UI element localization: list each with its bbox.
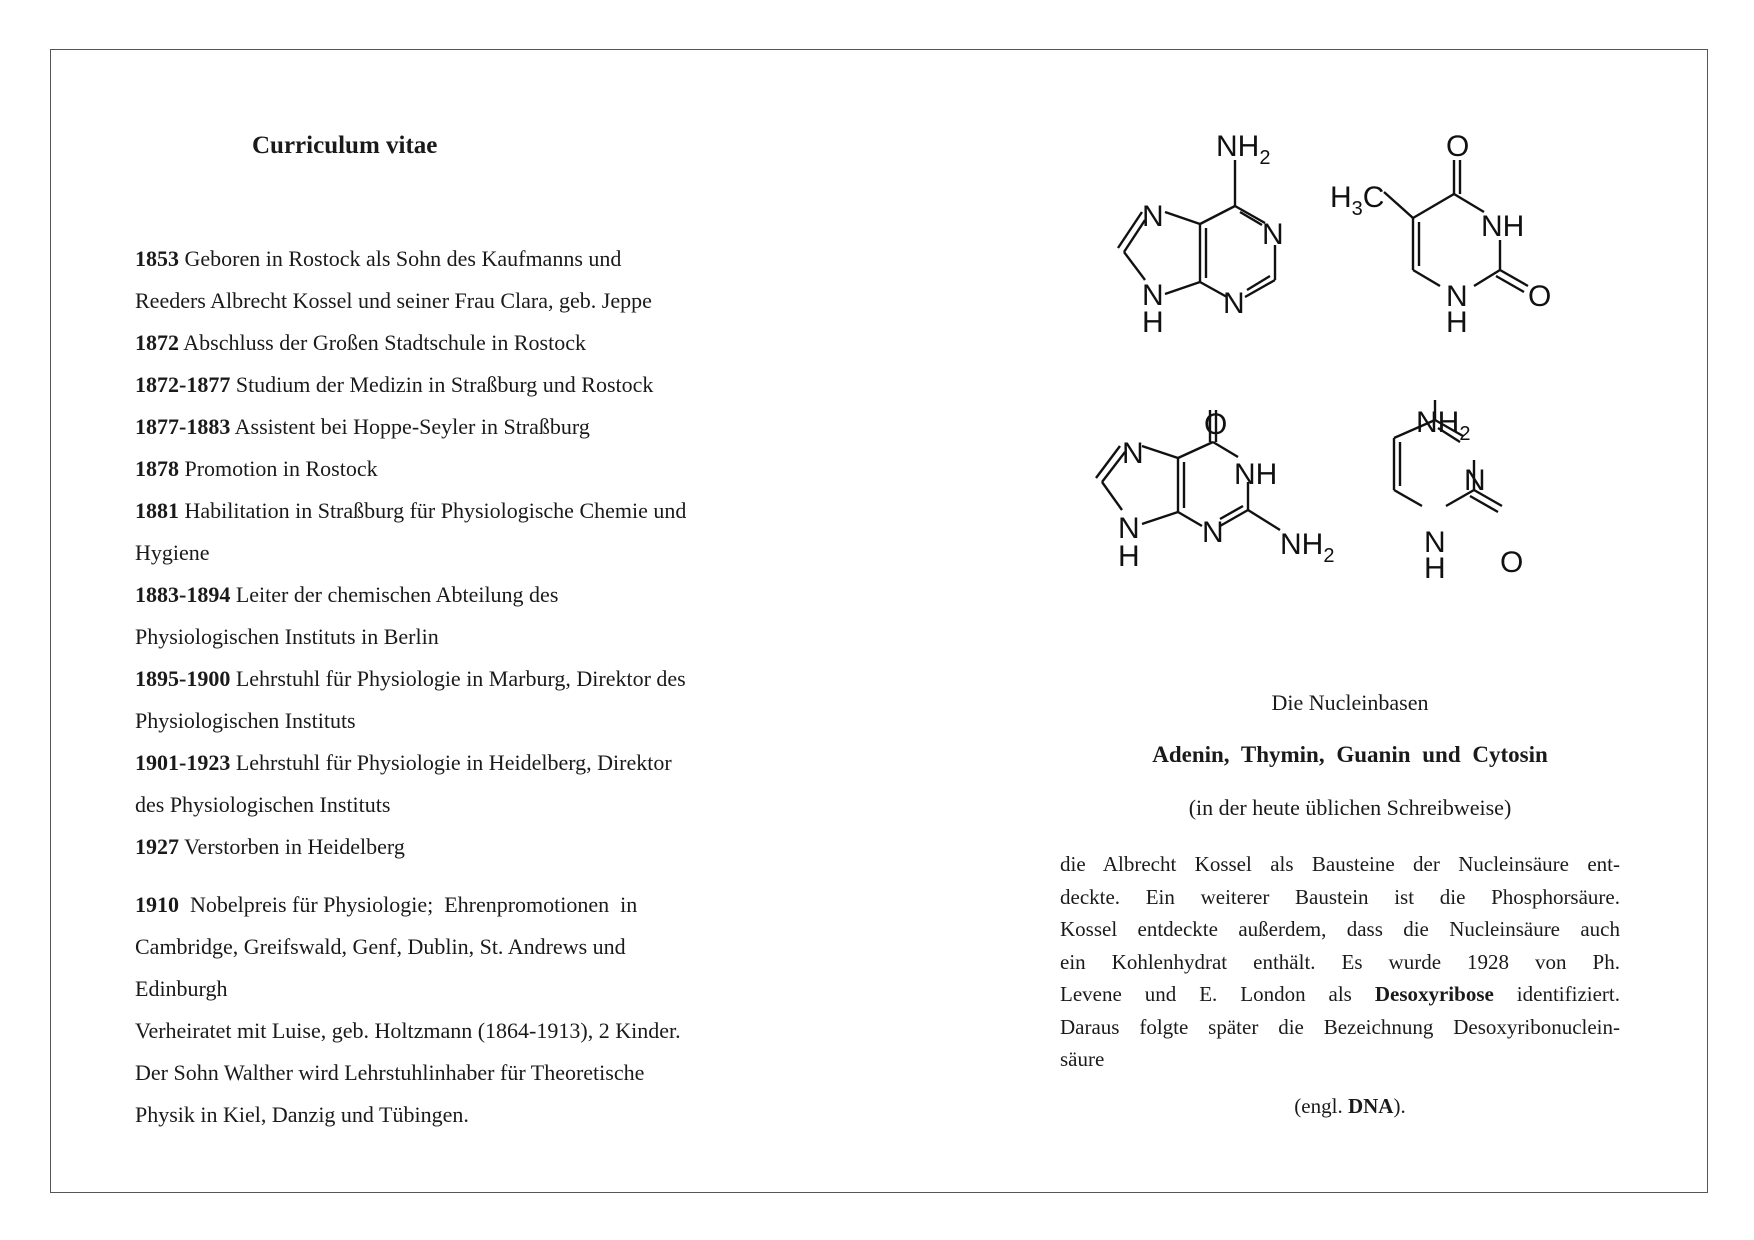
cytosine-nh2-label: $NH_2$ bbox=[1416, 406, 1471, 445]
caption-note: (in der heute üblichen Schreibweise) bbox=[1188, 795, 1512, 820]
cv-text: Assistent bei Hoppe-Seyler in Straßburg bbox=[230, 414, 590, 439]
cytosine-h1-label: H bbox=[1424, 552, 1446, 585]
cv-text: Habilitation in Straßburg für Physiologische Chemie und bbox=[179, 498, 687, 523]
cv-entry bbox=[135, 742, 755, 784]
cv-entry bbox=[135, 364, 755, 406]
cv-text: Lehrstuhl für Physiologie in Marburg, Direktor des bbox=[230, 666, 686, 691]
thymine-h1-label: H bbox=[1446, 306, 1468, 339]
cv-year: 1910 bbox=[135, 892, 179, 917]
cv-text: Abschluss der Großen Stadtschule in Rostock bbox=[179, 330, 586, 355]
caption-heading: Die Nucleinbasen bbox=[1271, 690, 1429, 715]
cv-year: 1872-1877 bbox=[135, 372, 231, 397]
paragraph-line: die Albrecht Kossel als Bausteine der Nucleinsäure ent- bbox=[1060, 852, 1620, 876]
cv-list bbox=[135, 238, 755, 1136]
adenine-h9-label: H bbox=[1142, 306, 1164, 339]
thymine-o4-label: O bbox=[1446, 130, 1470, 163]
cv-text: Physiologischen Instituts in Berlin bbox=[135, 624, 439, 649]
cv-text: Edinburgh bbox=[135, 976, 228, 1001]
guanine-h9-label: H bbox=[1118, 540, 1140, 573]
guanine-nh1-label: NH bbox=[1234, 458, 1278, 491]
cv-entry bbox=[135, 1052, 755, 1094]
dna-term: DNA bbox=[1347, 1094, 1394, 1118]
cv-year: 1895-1900 bbox=[135, 666, 231, 691]
cv-entry bbox=[135, 322, 755, 364]
cv-text: Der Sohn Walther wird Lehrstuhlinhaber für Theoretische bbox=[135, 1060, 645, 1085]
guanine-nh2-label: $NH_2$ bbox=[1280, 528, 1335, 567]
cv-text: Studium der Medizin in Straßburg und Rostock bbox=[230, 372, 654, 397]
cv-entry bbox=[135, 700, 755, 742]
cv-text: Nobelpreis für Physiologie; Ehrenpromotionen in bbox=[179, 892, 638, 917]
cytosine-n3-label: N bbox=[1464, 464, 1486, 497]
cv-text: Hygiene bbox=[135, 540, 210, 565]
cv-year: 1927 bbox=[135, 834, 179, 859]
cv-entry bbox=[135, 658, 755, 700]
cv-entry bbox=[135, 884, 755, 926]
paragraph-line: Daraus folgte später die Bezeichnung Desoxyribonuclein- bbox=[1060, 1014, 1620, 1039]
guanine-n7-label: N bbox=[1122, 437, 1144, 470]
paragraph-line: Levene und E. London als Desoxyribose identifiziert. bbox=[1060, 982, 1620, 1006]
cv-entry bbox=[135, 406, 755, 448]
structure-diagram bbox=[1090, 120, 1650, 640]
cv-entry bbox=[135, 826, 755, 868]
cv-year: 1881 bbox=[135, 498, 179, 523]
cv-entry bbox=[135, 448, 755, 490]
cv-text: Reeders Albrecht Kossel und seiner Frau Clara, geb. Jeppe bbox=[135, 288, 652, 313]
cv-text: Lehrstuhl für Physiologie in Heidelberg, Direktor bbox=[230, 750, 672, 775]
cv-text: Cambridge, Greifswald, Genf, Dublin, St. Andrews und bbox=[135, 934, 626, 959]
cv-entry bbox=[135, 238, 755, 280]
guanine-n9-label: N bbox=[1118, 512, 1140, 545]
desoxyribose-term: Desoxyribose bbox=[1374, 982, 1494, 1006]
guanine-n3-label: N bbox=[1202, 516, 1224, 549]
adenine-nh2-label: $NH_2$ bbox=[1216, 130, 1271, 169]
nucleobase-structures bbox=[1090, 120, 1650, 645]
cv-text: Promotion in Rostock bbox=[179, 456, 378, 481]
cv-entry bbox=[135, 1010, 755, 1052]
paragraph-line: deckte. Ein weiterer Baustein ist die Phosphorsäure. bbox=[1060, 884, 1620, 909]
cv-year: 1853 bbox=[135, 246, 179, 271]
cv-entry bbox=[135, 532, 755, 574]
cv-entry bbox=[135, 784, 755, 826]
cv-entry bbox=[135, 574, 755, 616]
adenine-n1-label: N bbox=[1262, 218, 1284, 251]
adenine-n7-label: N bbox=[1142, 200, 1164, 233]
cv-text: des Physiologischen Instituts bbox=[135, 792, 391, 817]
cv-year: 1883-1894 bbox=[135, 582, 231, 607]
dna-note: (engl. DNA). bbox=[1294, 1094, 1406, 1118]
adenine-n3-label: N bbox=[1223, 287, 1245, 320]
guanine-o6-label: O bbox=[1204, 408, 1228, 441]
adenine-n9-label: N bbox=[1142, 279, 1164, 312]
paragraph-line: Kossel entdeckte außerdem, dass die Nucleinsäure auch bbox=[1060, 917, 1620, 941]
cv-year: 1901-1923 bbox=[135, 750, 231, 775]
cv-entry bbox=[135, 616, 755, 658]
cv-text: Physiologischen Instituts bbox=[135, 708, 356, 733]
cv-entry bbox=[135, 1094, 755, 1136]
cv-entry bbox=[135, 968, 755, 1010]
cv-year: 1878 bbox=[135, 456, 179, 481]
cv-year: 1872 bbox=[135, 330, 179, 355]
cytosine-o2-label: O bbox=[1500, 546, 1524, 579]
description-paragraph bbox=[1060, 848, 1620, 1076]
cv-text: Geboren in Rostock als Sohn des Kaufmanns und bbox=[179, 246, 622, 271]
thymine-o2-label: O bbox=[1528, 280, 1552, 313]
cv-entry bbox=[135, 926, 755, 968]
thymine-n1-label: N bbox=[1446, 280, 1468, 313]
cv-text: Leiter der chemischen Abteilung des bbox=[230, 582, 559, 607]
paragraph-line: säure bbox=[1060, 1047, 1105, 1071]
cv-text: Verheiratet mit Luise, geb. Holtzmann (1864-1913), 2 Kinder. bbox=[135, 1018, 681, 1043]
thymine-methyl-label: $H_3C$ bbox=[1330, 181, 1385, 220]
cv-entry bbox=[135, 280, 755, 322]
cv-year: 1877-1883 bbox=[135, 414, 231, 439]
cv-entry bbox=[135, 490, 755, 532]
cv-title: Curriculum vitae bbox=[252, 132, 438, 159]
cv-text: Physik in Kiel, Danzig und Tübingen. bbox=[135, 1102, 469, 1127]
caption-bases: Adenin, Thymin, Guanin und Cytosin bbox=[1152, 742, 1548, 767]
thymine-nh3-label: NH bbox=[1481, 210, 1525, 243]
cv-text: Verstorben in Heidelberg bbox=[179, 834, 405, 859]
cytosine-n1-label: N bbox=[1424, 526, 1446, 559]
paragraph-line: ein Kohlenhydrat enthält. Es wurde 1928 von Ph. bbox=[1060, 949, 1620, 974]
